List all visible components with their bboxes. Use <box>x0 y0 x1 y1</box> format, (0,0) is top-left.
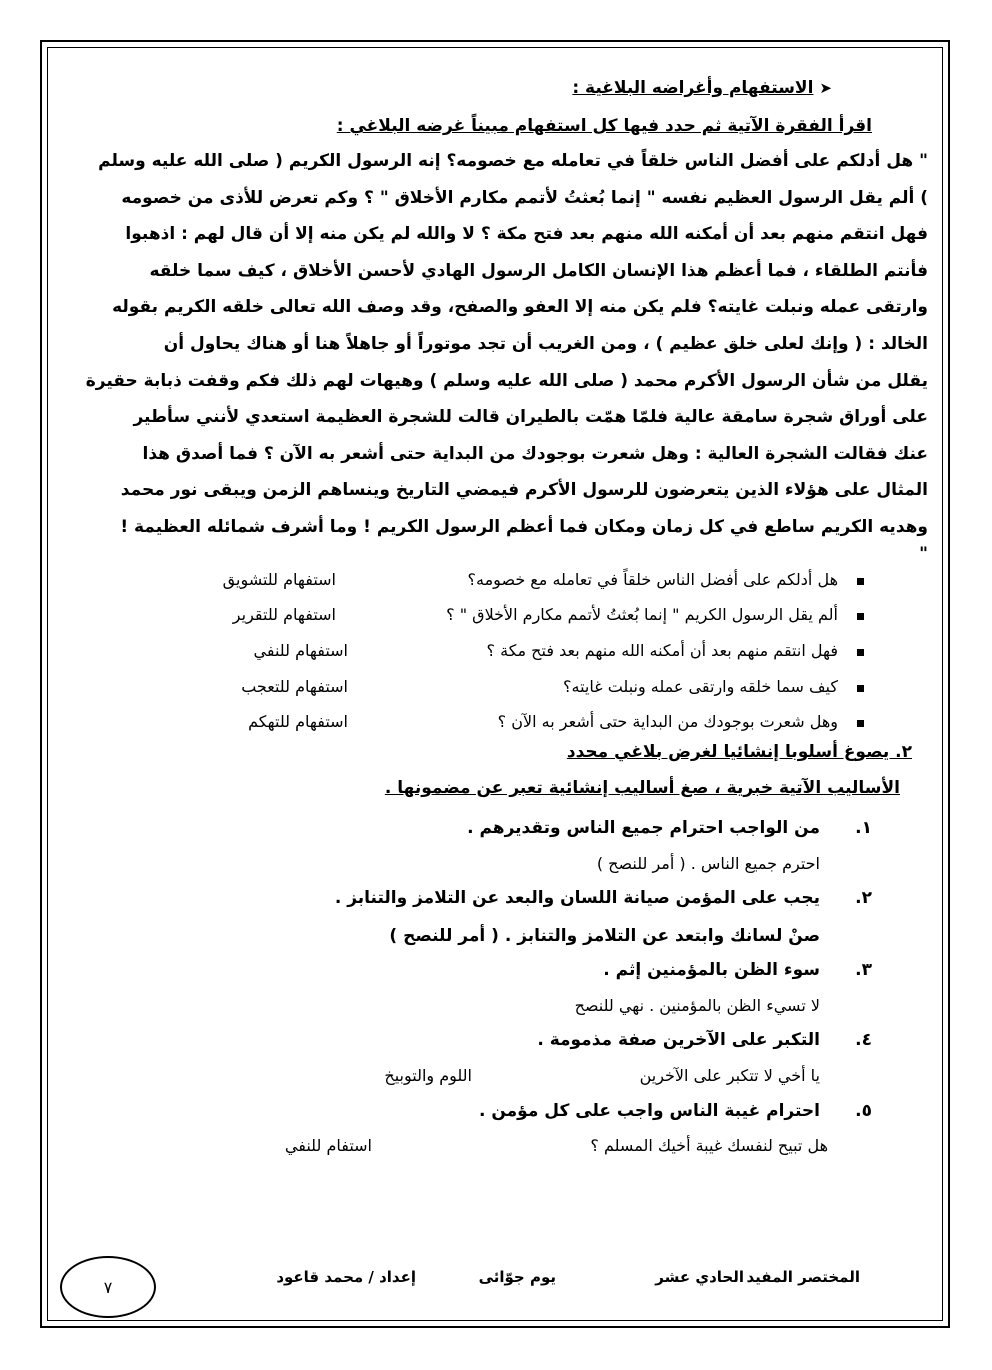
exercise-number: ٥. <box>855 1101 872 1121</box>
square-bullet-icon <box>857 720 864 727</box>
passage-line: فأنتم الطلقاء ، فما أعظم هذا الإنسان الكامل الرسول الهادي لأحسن الأخلاق ، كيف سما خلقه <box>149 260 928 281</box>
question-item: هل أدلكم على أفضل الناس خلقاً في تعامله مع خصومه؟ استفهام للتشويق <box>64 568 928 596</box>
square-bullet-icon <box>857 613 864 620</box>
lesson-heading <box>572 78 832 98</box>
exercise-answer: صنْ لسانك وابتعد عن التلامز والتنابز . ( أمر للنصح ) <box>389 926 820 946</box>
question-item: وهل شعرت بوجودك من البداية حتى أشعر به الآن ؟ استفهام للتهكم <box>64 710 928 738</box>
arrow-bullet-icon: ➤ <box>819 79 832 97</box>
exercise-number: ٢. <box>855 888 872 908</box>
section-2-instruction: الأساليب الآتية خبرية ، صغ أساليب إنشائية تعبر عن مضمونها . <box>384 778 900 798</box>
exercise-purpose: استفام للنفي <box>284 1136 372 1155</box>
footer-grade: الحادي عشر <box>655 1268 744 1286</box>
question-purpose: استفهام للنفي <box>253 641 348 660</box>
exercise-number: ٤. <box>855 1030 872 1050</box>
exercise-answer: احترم جميع الناس . ( أمر للنصح ) <box>596 854 820 873</box>
exercise-number: ٣. <box>855 960 872 980</box>
square-bullet-icon <box>857 578 864 585</box>
lesson-title: الاستفهام وأغراضه البلاغية : <box>572 78 814 98</box>
passage-line: الخالد : ( وإنك لعلى خلق عظيم ) ، ومن الغريب أن تجد موتوراً أو جاهلاً هنا أو هناك يحاول أن <box>163 333 928 354</box>
question-item: ألم يقل الرسول الكريم " إنما بُعثتُ لأتمم مكارم الأخلاق " ؟ استفهام للتقرير <box>64 603 928 631</box>
page-number-oval <box>60 1256 156 1318</box>
question-purpose: استفهام للتشويق <box>222 570 336 589</box>
exercise-answer: يا أخي لا تتكبر على الآخرين <box>639 1066 820 1085</box>
passage-line: " هل أدلكم على أفضل الناس خلقاً في تعامله مع خصومه؟ إنه الرسول الكريم ( صلى الله عليه وسلم <box>98 151 928 171</box>
passage-line: على أوراق شجرة سامقة عالية فلمّا همّت بالطيران قالت للشجرة العظيمة استعدي لأنني سأطير <box>133 407 928 428</box>
exercise-answer: لا تسيء الظن بالمؤمنين . نهي للنصح <box>574 996 820 1015</box>
exercise-purpose: اللوم والتوبيخ <box>384 1066 472 1085</box>
exercise-sentence: التكبر على الآخرين صفة مذمومة . <box>537 1030 820 1050</box>
passage-line: عنك فقالت الشجرة العالية : وهل شعرت بوجودك من البداية حتى أشعر به الآن ؟ فما أصدق هذا <box>142 443 928 464</box>
question-purpose: استفهام للتهكم <box>248 712 348 731</box>
exercise-answer: هل تبيح لنفسك غيبة أخيك المسلم ؟ <box>590 1136 828 1155</box>
passage-line: ) ألم يقل الرسول العظيم نفسه " إنما بُعثتُ لأتمم مكارم الأخلاق " ؟ وكم تعرض للأذى من خصومه <box>121 187 928 208</box>
question-item: كيف سما خلقه وارتقى عمله ونبلت غايته؟ استفهام للتعجب <box>64 675 928 703</box>
question-item: فهل انتقم منهم بعد أن أمكنه الله منهم بعد فتح مكة ؟ استفهام للنفي <box>64 639 928 667</box>
passage-line: وارتقى عمله ونبلت غايته؟ فلم يكن منه إلا العفو والصفح، وقد وصف الله تعالى خلقه الكريم بقوله <box>112 297 928 318</box>
exercise-instruction: اقرأ الفقرة الآتية ثم حدد فيها كل استفهام مبيناً غرضه البلاغي : <box>336 116 872 136</box>
question-purpose: استفهام للتعجب <box>241 677 348 696</box>
passage-line: وهديه الكريم ساطع في كل زمان ومكان فما أعظم الرسول الكريم ! وما أشرف شمائله العظيمة ! <box>120 516 928 537</box>
square-bullet-icon <box>857 685 864 692</box>
passage-line: المثال على هؤلاء الذين يتعرضون للرسول الأكرم فيمضي التاريخ وينساهم الزمن ويبقى نور محمد <box>120 480 928 501</box>
exercise-sentence: احترام غيبة الناس واجب على كل مؤمن . <box>478 1101 820 1121</box>
passage-line: " <box>919 543 928 564</box>
section-2-title: ٢. يصوغ أسلوبا إنشائيا لغرض بلاغي محدد <box>566 742 912 762</box>
reading-passage <box>64 143 928 562</box>
passage-line: يقلل من شأن الرسول الأكرم محمد ( صلى الله عليه وسلم ) وهيهات لهم ذلك فكم وقفت ذبابة حقيرة <box>85 370 928 391</box>
page-number: ٧ <box>103 1277 113 1297</box>
footer-book-title: المختصر المفيد <box>746 1268 860 1286</box>
exercise-sentence: يجب على المؤمن صيانة اللسان والبعد عن التلامز والتنابز . <box>334 888 820 908</box>
exercise-sentence: من الواجب احترام جميع الناس وتقديرهم . <box>467 818 820 838</box>
passage-line: فهل انتقم منهم بعد أن أمكنه الله منهم بعد فتح مكة ؟ لا والله لم يكن منه إلا أن قال لهم : اذهبوا <box>125 224 928 245</box>
footer-phone: يوم جوّائى <box>478 1268 556 1286</box>
exercise-number: ١. <box>855 818 872 838</box>
footer-author: إعداد / محمد قاعود <box>276 1268 416 1286</box>
question-purpose: استفهام للتقرير <box>232 605 336 624</box>
square-bullet-icon <box>857 649 864 656</box>
exercise-sentence: سوء الظن بالمؤمنين إثم . <box>603 960 820 980</box>
